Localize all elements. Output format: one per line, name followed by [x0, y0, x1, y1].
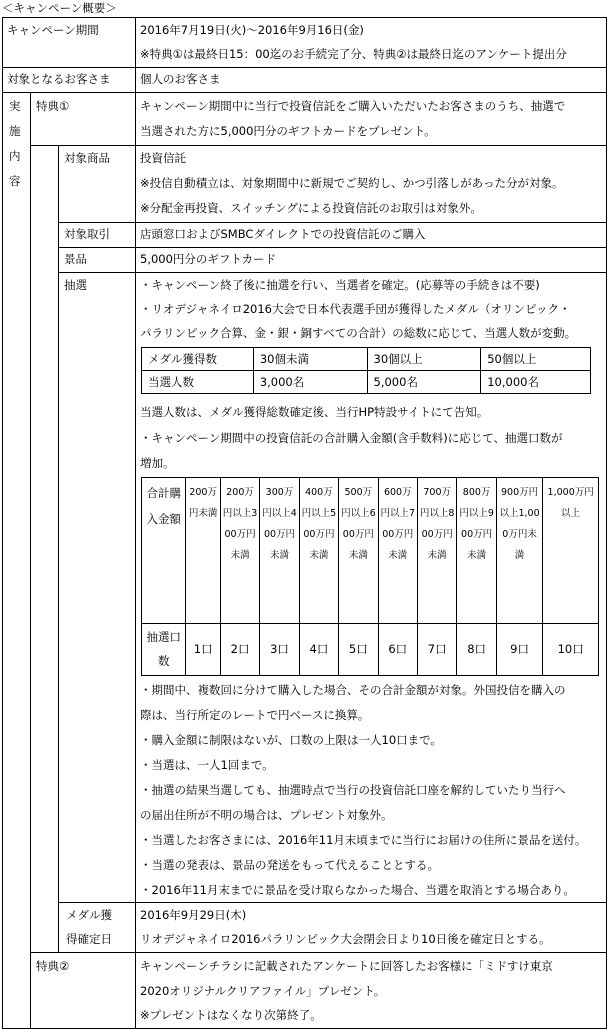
page-title: ＜キャンペーン概要＞ [2, 1, 117, 15]
medal-table-header: メダル獲得数 [142, 348, 254, 371]
count-cell: 6口 [378, 624, 417, 676]
benefit1-text: キャンペーン期間中に当行で投資信託をご購入いただいたお客さまのうち、抽選で [140, 99, 566, 113]
amount-table-head: 合計購入金額 [142, 478, 186, 624]
lottery-note: ・当選したお客さまには、2016年11月末頃までに当行にお届けの住所に景品を送付。 [140, 833, 587, 847]
count-head: 抽選口数 [142, 624, 186, 676]
target-value: 個人のお客さま [140, 72, 221, 86]
product-line: ※投信自動積立は、対象期間中に新規でご契約し、かつ引落しがあった分が対象。 [140, 176, 564, 190]
period-label: キャンペーン期間 [7, 23, 99, 37]
medal-table-cell: 5,000名 [367, 371, 481, 394]
lottery-note: 際は、当行所定のレートで円ベースに換算。 [140, 708, 370, 722]
count-cell: 9口 [496, 624, 543, 676]
amount-range: 500万円以上600万円未満 [339, 478, 378, 624]
amount-range: 200万円未満 [186, 478, 220, 624]
medal-table [141, 347, 591, 394]
product-line: ※分配金再投資、スイッチングによる投資信託のお取引は対象外。 [140, 201, 482, 215]
medal-table-cell: 10,000名 [481, 371, 591, 394]
amount-range: 700万円以上800万円未満 [417, 478, 456, 624]
benefit1-text: 当選された方に5,000円分のギフトカードをプレゼント。 [140, 124, 436, 138]
benefit2-line: 2020オリジナルクリアファイル」プレゼント。 [140, 984, 386, 998]
medal-table-cell: 当選人数 [142, 371, 254, 394]
lottery-line: 増加。 [140, 456, 175, 470]
medal-date-label: メダル獲 [66, 908, 112, 922]
lottery-note: ・当選の発表は、景品の発送をもって代えることとする。 [140, 858, 439, 872]
section-label-char: 内 [9, 149, 21, 163]
amount-range: 300万円以上400万円未満 [260, 478, 299, 624]
period-value: 2016年7月19日(火)～2016年9月16日(金) [140, 23, 364, 37]
lottery-label: 抽選 [64, 278, 87, 292]
benefit2-line: ※プレゼントはなくなり次第終了。 [140, 1008, 322, 1022]
transaction-label: 対象取引 [64, 227, 110, 241]
product-line: 投資信託 [140, 151, 186, 165]
count-cell: 3口 [260, 624, 299, 676]
count-cell: 8口 [457, 624, 496, 676]
medal-date-value: リオデジャネイロ2016パラリンピック大会閉会日より10日後を確定日とする。 [140, 932, 551, 946]
transaction-value: 店頭窓口およびSMBCダイレクトでの投資信託のご購入 [140, 227, 426, 241]
lottery-note: ・期間中、複数回に分けて購入した場合、その合計金額が対象。外国投信を購入の [140, 683, 566, 697]
medal-table-header: 30個未満 [253, 348, 367, 371]
amount-range: 1,000万円以上 [543, 478, 599, 624]
target-label: 対象となるお客さま [7, 72, 111, 86]
count-cell: 2口 [220, 624, 259, 676]
section-label-char: 容 [9, 174, 21, 188]
benefit1-label: 特典① [36, 99, 70, 113]
lottery-note: ・抽選の結果当選しても、抽選時点で当行の投資信託口座を解約していたり当行へ [140, 783, 566, 797]
amount-table [141, 477, 599, 676]
lottery-note: ・2016年11月末までに景品を受け取らなかった場合、当選を取消とする場合あり。 [140, 883, 575, 897]
section-label-char: 実 [9, 99, 21, 113]
amount-range: 800万円以上900万円未満 [457, 478, 496, 624]
medal-date-value: 2016年9月29日(木) [140, 908, 247, 922]
count-cell: 7口 [417, 624, 456, 676]
count-cell: 10口 [543, 624, 599, 676]
amount-range: 600万円以上700万円未満 [378, 478, 417, 624]
period-note: ※特典①は最終日15：00迄のお手続完了分、特典②は最終日迄のアンケート提出分 [140, 47, 567, 61]
count-cell: 5口 [339, 624, 378, 676]
amount-range: 900万円以上1,000万円未満 [496, 478, 543, 624]
medal-table-cell: 3,000名 [253, 371, 367, 394]
lottery-line: パラリンピック合算、金・銀・銅すべての合計）の総数に応じて、当選人数が変動。 [140, 326, 577, 340]
lottery-line: ・キャンペーン期間中の投資信託の合計購入金額(含手数料)に応じて、抽選口数が [140, 431, 563, 445]
lottery-line: 当選人数は、メダル獲得総数確定後、当行HP特設サイトにて告知。 [140, 405, 489, 419]
section-label-char: 施 [9, 124, 21, 138]
benefit2-line: キャンペーンチラシに記載されたアンケートに回答したお客様に「ミドすけ東京 [140, 959, 553, 973]
lottery-note: ・当選は、一人1回まで。 [140, 758, 274, 772]
lottery-note: ・購入金額に制限はないが、口数の上限は一人10口まで。 [140, 733, 442, 747]
amount-range: 200万円以上300万円未満 [220, 478, 259, 624]
count-cell: 1口 [186, 624, 220, 676]
lottery-note: の届出住所が不明の場合は、プレゼント対象外。 [140, 808, 393, 822]
lottery-line: ・リオデジャネイロ2016大会で日本代表選手団が獲得したメダル（オリンピック・ [140, 302, 571, 316]
amount-range: 400万円以上500万円未満 [299, 478, 338, 624]
product-label: 対象商品 [64, 151, 110, 165]
benefit2-label: 特典② [36, 959, 70, 973]
lottery-line: ・キャンペーン終了後に抽選を行い、当選者を確定。(応募等の手続きは不要) [140, 278, 540, 292]
count-cell: 4口 [299, 624, 338, 676]
prize-label: 景品 [64, 252, 87, 266]
prize-value: 5,000円分のギフトカード [140, 252, 277, 266]
medal-table-header: 50個以上 [481, 348, 591, 371]
medal-table-header: 30個以上 [367, 348, 481, 371]
medal-date-label: 得確定日 [66, 932, 112, 946]
